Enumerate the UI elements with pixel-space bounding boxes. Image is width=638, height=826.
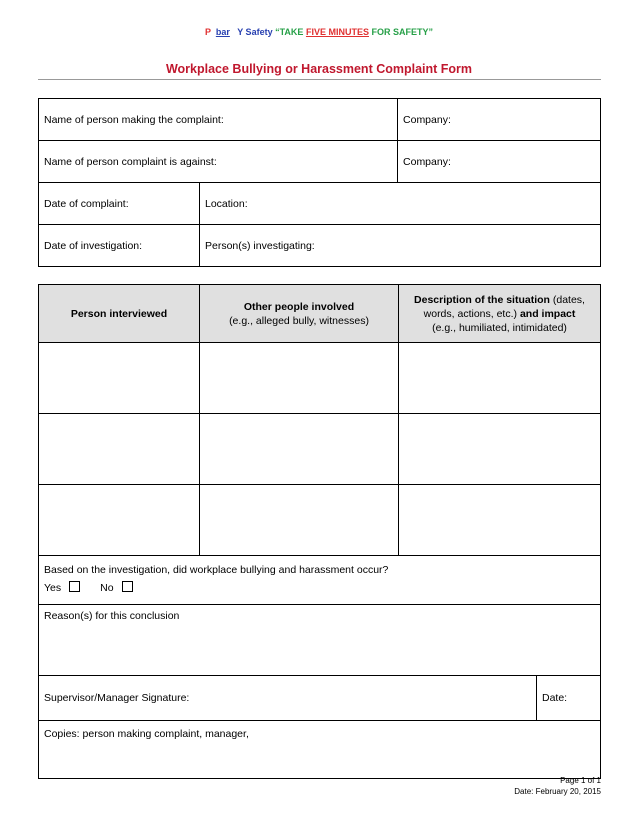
description-cell[interactable]	[399, 485, 601, 556]
against-name-field[interactable]	[39, 141, 398, 183]
no-checkbox[interactable]	[122, 581, 133, 592]
logo-y-safety: Y Safety	[237, 27, 273, 37]
table-header-row	[39, 285, 601, 343]
header-description: Description of the situation (dates, words, actions, etc.) and impact (e.g., humiliated, intimidated)	[399, 285, 601, 343]
complainant-company-label: Company:	[403, 113, 451, 126]
against-name-label: Name of person complaint is against:	[44, 155, 217, 168]
table-row	[39, 721, 601, 779]
table-row	[39, 605, 601, 676]
conclusion-question-cell	[39, 556, 601, 605]
date-of-investigation-label: Date of investigation:	[44, 239, 143, 252]
page-number: Page 1 of 1	[560, 776, 601, 785]
others-involved-cell[interactable]	[200, 343, 399, 414]
date-of-investigation-field[interactable]	[39, 225, 200, 267]
description-cell[interactable]	[399, 414, 601, 485]
signature-label: Supervisor/Manager Signature:	[44, 692, 190, 704]
yes-checkbox[interactable]	[69, 581, 80, 592]
yes-no-options	[44, 579, 595, 597]
table-row	[39, 343, 601, 414]
signature-date-label: Date:	[542, 692, 568, 704]
yes-label: Yes	[44, 582, 62, 594]
reason-field[interactable]	[39, 605, 601, 676]
date-of-complaint-field[interactable]	[39, 183, 200, 225]
complainant-name-field[interactable]	[39, 99, 398, 141]
complainant-name-label: Name of person making the complaint:	[44, 113, 224, 126]
copies-label: Copies: person making complaint, manager,	[44, 728, 249, 740]
logo-take: TAKE	[279, 27, 304, 37]
logo-open-quote: “	[272, 27, 280, 37]
table-row	[39, 225, 601, 267]
table-row	[39, 183, 601, 225]
against-company-label: Company:	[403, 155, 451, 168]
location-field[interactable]	[200, 183, 601, 225]
logo-close-quote: ”	[428, 27, 433, 37]
against-company-field[interactable]	[398, 141, 601, 183]
description-cell[interactable]	[399, 343, 601, 414]
company-logo	[0, 27, 638, 37]
others-involved-cell[interactable]	[200, 414, 399, 485]
title-divider	[38, 79, 601, 80]
footer-date: Date: February 20, 2015	[514, 787, 601, 796]
table-row	[39, 99, 601, 141]
location-label: Location:	[205, 197, 248, 210]
logo-p: P	[205, 27, 211, 37]
table-row	[39, 556, 601, 605]
signature-date-field[interactable]	[537, 676, 601, 721]
complaint-info-table	[38, 98, 601, 267]
logo-for-safety: FOR SAFETY	[371, 27, 429, 37]
investigation-table	[38, 284, 601, 779]
logo-five-minutes: FIVE MINUTES	[305, 27, 369, 37]
form-title: Workplace Bullying or Harassment Complaint Form	[165, 62, 473, 76]
table-row	[39, 141, 601, 183]
others-involved-cell[interactable]	[200, 485, 399, 556]
interviewee-cell[interactable]	[39, 485, 200, 556]
conclusion-question: Based on the investigation, did workplace bullying and harassment occur?	[44, 564, 389, 576]
table-row	[39, 414, 601, 485]
persons-investigating-label: Person(s) investigating:	[205, 239, 315, 252]
persons-investigating-field[interactable]	[200, 225, 601, 267]
header-person-interviewed: Person interviewed	[39, 285, 200, 343]
signature-field[interactable]	[39, 676, 537, 721]
page-footer	[514, 775, 601, 797]
table-row	[39, 676, 601, 721]
copies-field[interactable]	[39, 721, 601, 779]
logo-bar: bar	[215, 27, 230, 37]
table-row	[39, 485, 601, 556]
date-of-complaint-label: Date of complaint:	[44, 197, 129, 210]
complainant-company-field[interactable]	[398, 99, 601, 141]
interviewee-cell[interactable]	[39, 414, 200, 485]
interviewee-cell[interactable]	[39, 343, 200, 414]
no-label: No	[100, 582, 114, 594]
header-other-people: Other people involved (e.g., alleged bully, witnesses)	[200, 285, 399, 343]
reason-label: Reason(s) for this conclusion	[44, 610, 180, 622]
